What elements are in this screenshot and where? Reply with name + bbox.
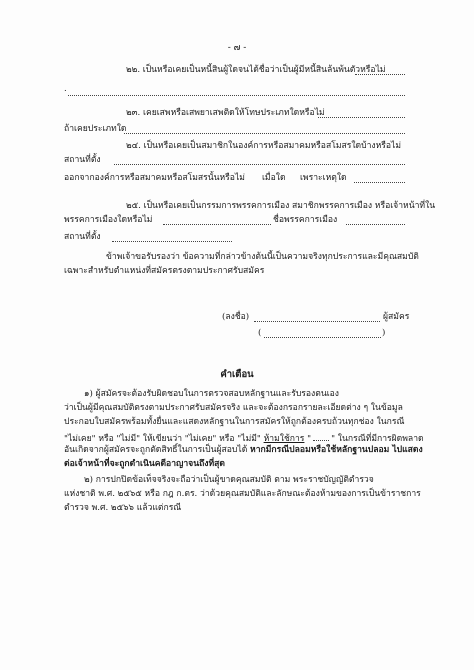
- item-25-party-name-label: ชื่อพรรคการเมือง: [273, 215, 338, 225]
- certification-line-2: เฉพาะสำหรับตำแหน่งที่สมัครตรงตามประกาศรับสมัคร: [64, 266, 265, 276]
- item-22-answer-field-2[interactable]: [68, 95, 405, 96]
- warning-heading: คำเตือน: [220, 369, 254, 380]
- warning-1-line-5-a: อันเกิดจากผู้สมัครจะถูกตัดสิทธิ์ในการเป็นผู้สอบได้: [64, 445, 248, 455]
- warning-1-line-4-c: ": [307, 434, 312, 444]
- item-25-location-field[interactable]: [112, 241, 232, 242]
- item-24-why-label: เพราะเหตุใด: [300, 173, 347, 183]
- item-25-party-q-field[interactable]: [163, 224, 271, 225]
- name-paren-open: (: [258, 328, 262, 338]
- warning-1-line-4-a: "ไม่เคย" หรือ "ไม่มี" ให้เขียนว่า "ไม่เคย" หรือ "ไม่มี": [64, 434, 261, 444]
- warning-1-line-4-b: ห้ามใช้การ: [263, 434, 305, 444]
- warning-1-line-4: [64, 431, 424, 445]
- warning-2-line-3: ตำรวจ พ.ศ. ๒๕๖๖ แล้วแต่กรณี: [64, 503, 182, 513]
- item-25-party-q-label: พรรคการเมืองใดหรือไม่: [64, 215, 153, 225]
- signature-role: ผู้สมัคร: [383, 312, 410, 322]
- item-25-party-name-field[interactable]: [346, 224, 405, 225]
- certification-line-1: ข้าพเจ้าขอรับรองว่า ข้อความที่กล่าวข้างต้นนี้เป็นความจริงทุกประการและมีคุณสมบัติ: [106, 252, 419, 262]
- warning-1-line-5-b: หากมีกรณีปลอมหรือใช้หลักฐานปลอม ไปแสดง: [250, 445, 423, 455]
- printed-name-field[interactable]: [264, 337, 381, 338]
- warning-1-line-1: ๑) ผู้สมัครจะต้องรับผิดชอบในการตรวจสอบหลักฐานและรับรองตนเอง: [84, 389, 340, 399]
- page-number: - ๗ -: [227, 43, 247, 53]
- dash-mark-box: [313, 431, 329, 441]
- item-25-location-label: สถานที่ตั้ง: [64, 232, 101, 242]
- signature-label: (ลงชื่อ): [222, 312, 250, 322]
- item-24-question: ๒๔. เป็นหรือเคยเป็นสมาชิกในองค์การหรือสมาคมหรือสโมสรใดบ้างหรือไม่: [126, 141, 402, 151]
- item-24-left-label: ออกจากองค์การหรือสมาคมหรือสโมสรนั้นหรือไม่: [64, 173, 245, 183]
- warning-1-line-2: ว่าเป็นผู้มีคุณสมบัติตรงตามประกาศรับสมัครจริง และจะต้องกรอกรายละเอียดต่าง ๆ ในข้อมูล: [64, 403, 403, 413]
- item-22-line2-lead: .: [64, 84, 67, 94]
- warning-1-line-4-d: " ในกรณีที่มีการผิดพลาด: [331, 434, 424, 444]
- item-22-answer-field[interactable]: [355, 74, 405, 75]
- name-paren-close: ): [382, 328, 386, 338]
- warning-2-line-2: แห่งชาติ พ.ศ. ๒๕๖๕ หรือ กฎ ก.ตร. ว่าด้วยคุณสมบัติและลักษณะต้องห้ามของการเป็นข้าราชการ: [64, 489, 421, 499]
- warning-1-line-3: ประกอบใบสมัครพร้อมทั้งยื่นและแสดงหลักฐานในการสมัครให้ถูกต้องครบถ้วนทุกช่อง ในกรณี: [64, 417, 405, 427]
- item-23-type-label: ถ้าเคยประเภทใด: [64, 124, 127, 134]
- warning-1-line-6: ต่อเจ้าหน้าที่จะถูกดำเนินคดีอาญาจนถึงที่สุด: [64, 459, 225, 469]
- item-24-location-label: สถานที่ตั้ง: [64, 155, 101, 165]
- signature-field[interactable]: [254, 321, 380, 322]
- item-24-why-field[interactable]: [354, 182, 405, 183]
- warning-1-line-5: [64, 445, 423, 456]
- item-22-question: ๒๒. เป็นหรือเคยเป็นหนี้สินผู้ใดจนได้ชื่อว่าเป็นผู้มีหนี้สินล้นพ้นตัวหรือไม่: [126, 65, 386, 75]
- item-23-answer-field[interactable]: [318, 117, 405, 118]
- item-24-when-label: เมื่อใด: [262, 173, 286, 183]
- item-23-question: ๒๓. เคยเสพหรือเสพยาเสพติดให้โทษประเภทใดหรือไม่: [126, 108, 325, 118]
- item-25-question: ๒๕. เป็นหรือเคยเป็นกรรมการพรรคการเมือง สมาชิกพรรคการเมือง หรือเจ้าหน้าที่ใน: [126, 201, 436, 211]
- item-24-location-field[interactable]: [114, 164, 405, 165]
- warning-2-line-1: ๒) การปกปิดข้อเท็จจริงจะถือว่าเป็นผู้ขาดคุณสมบัติ ตาม พระราชบัญญัติตำรวจ: [84, 475, 374, 485]
- item-23-type-field[interactable]: [124, 133, 405, 134]
